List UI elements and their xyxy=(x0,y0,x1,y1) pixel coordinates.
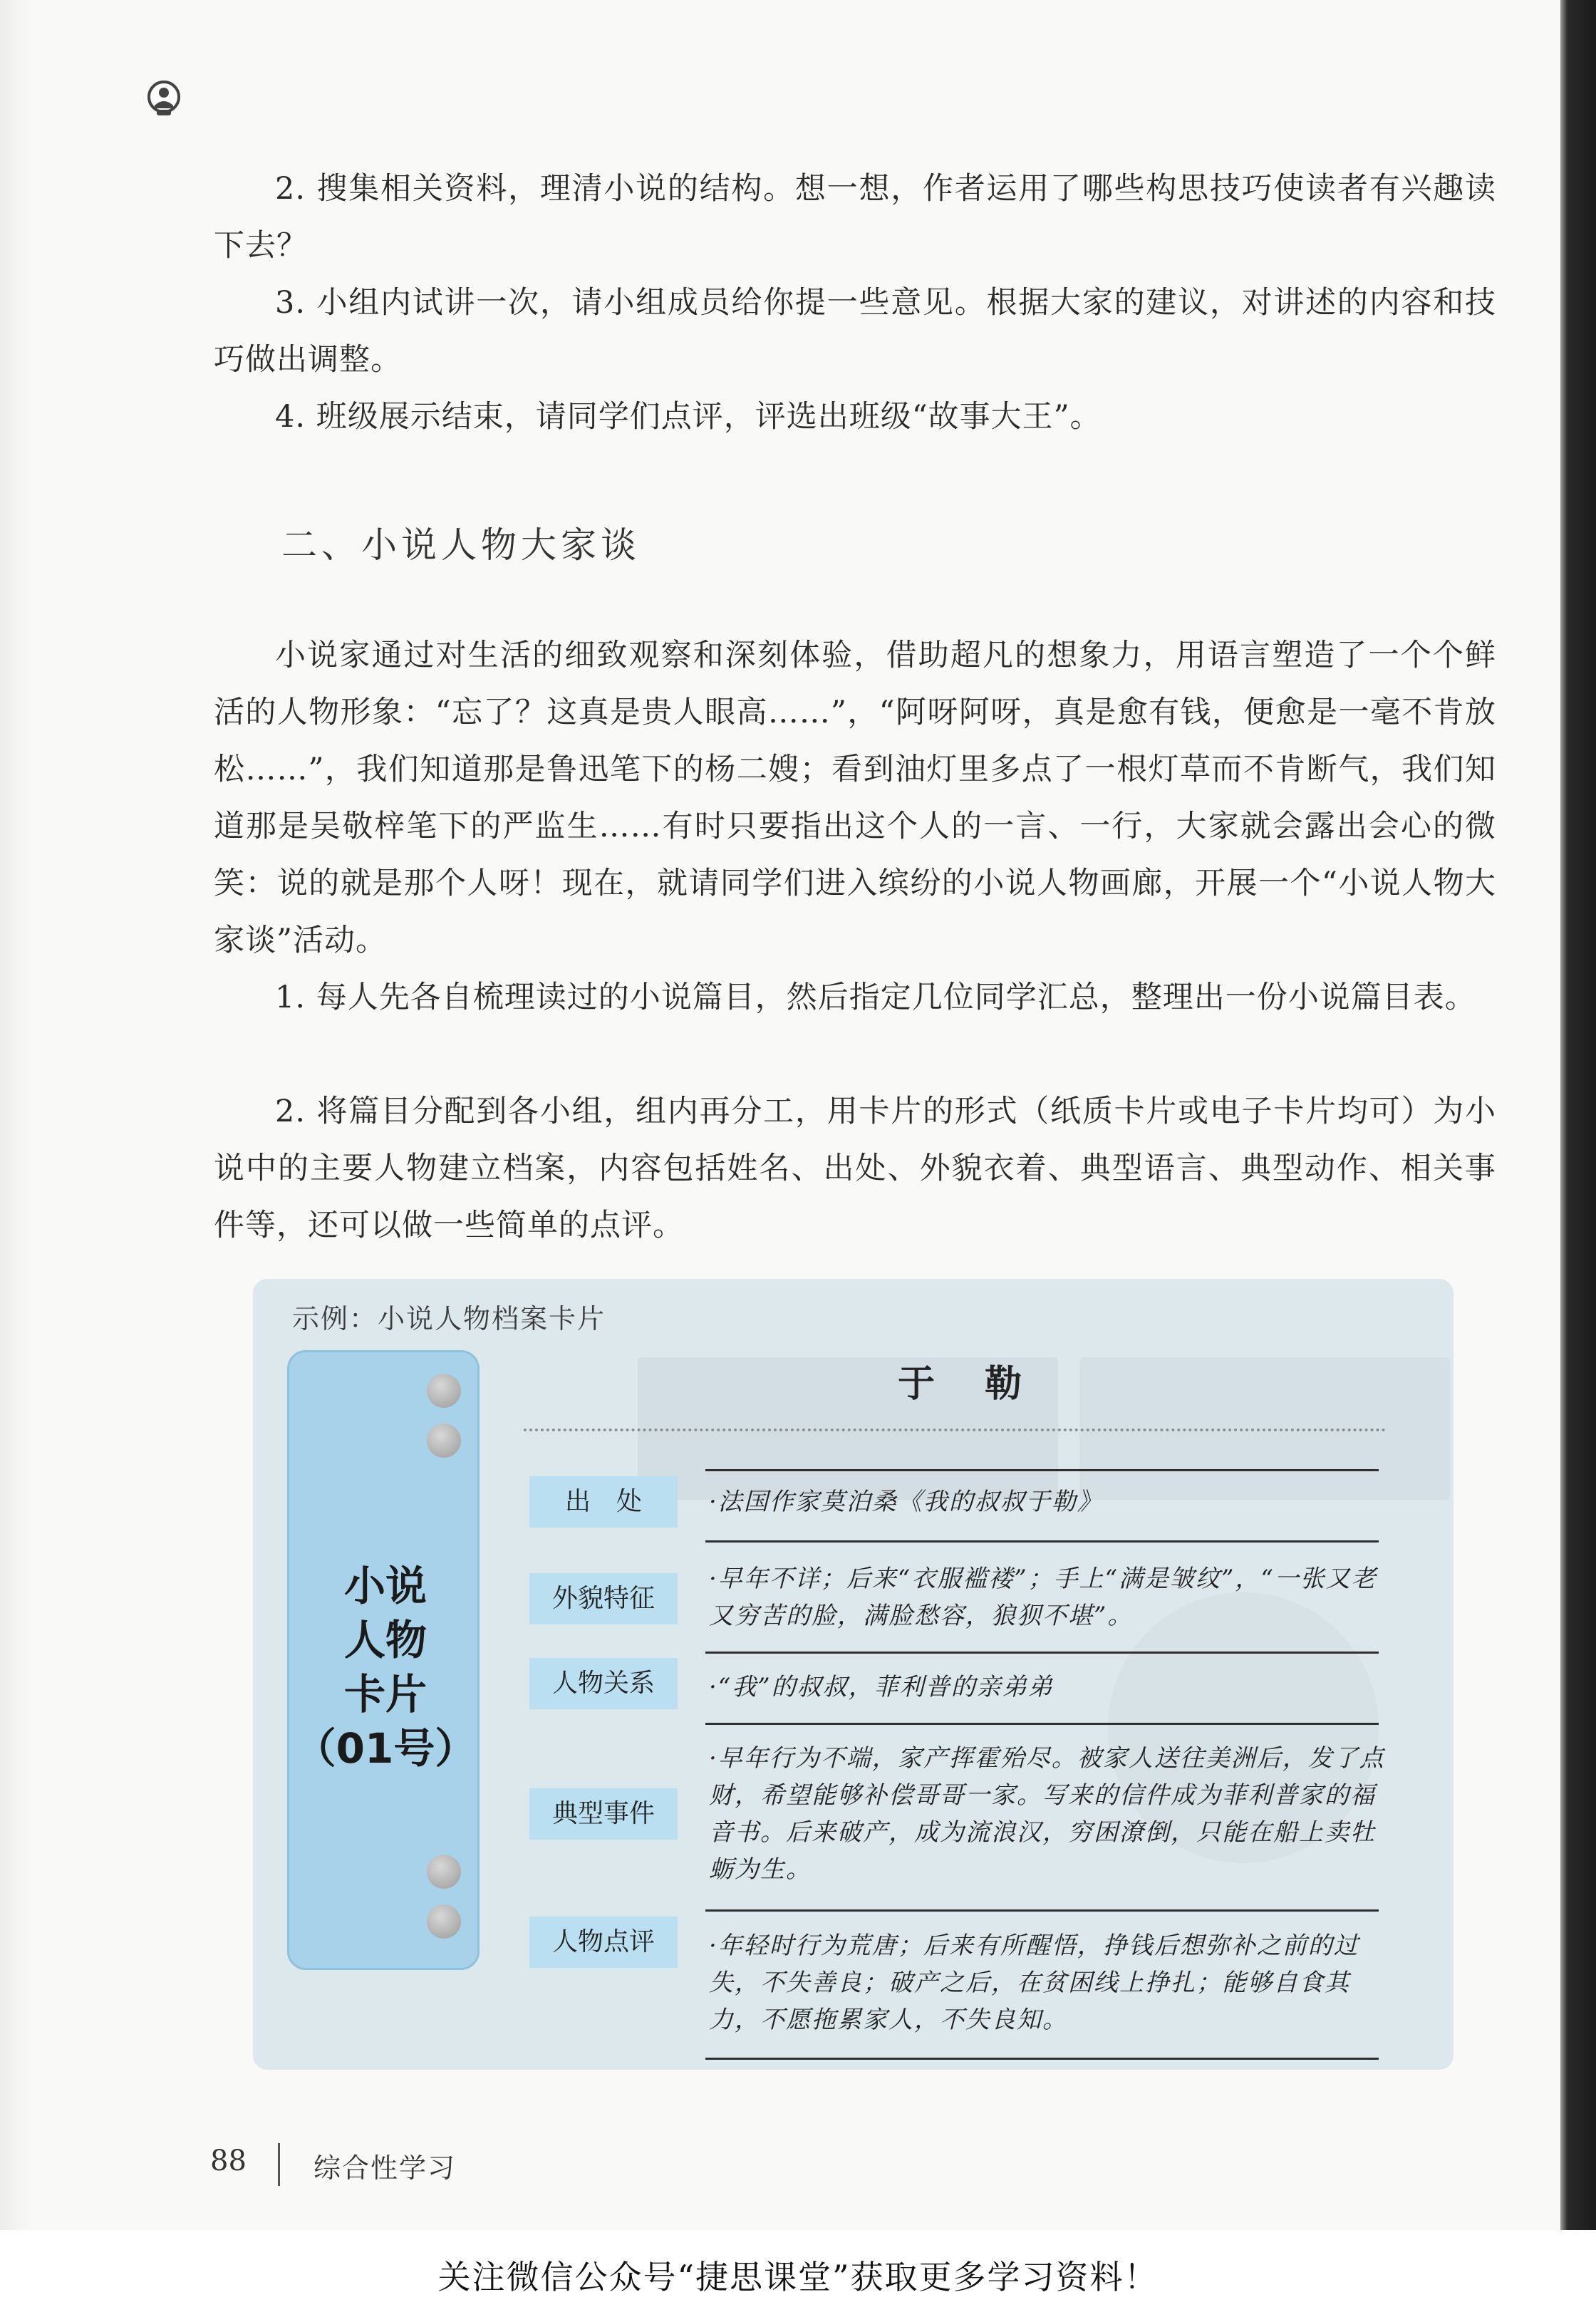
row-text-events: ·早年行为不端，家产挥霍殆尽。被家人送往美洲后，发了点财，希望能够补偿哥哥一家。写来的信件成为菲利普家的福音书。后来破产，成为流浪汉，穷困潦倒，只能在船上卖牡蛎为生。 xyxy=(709,1744,1385,1884)
wechat-notice: 关注微信公众号“捷思课堂”获取更多学习资料！ xyxy=(437,2258,1159,2296)
row-divider xyxy=(705,1469,1379,1471)
footer-separator xyxy=(278,2143,280,2186)
paragraph-intro: 小说家通过对生活的细致观察和深刻体验，借助超凡的想象力，用语言塑造了一个个鲜活的人物形象：“忘了？这真是贵人眼高……”，“阿呀阿呀，真是愈有钱，便愈是一毫不肯放松……”，我们知道那是鲁迅笔下的杨二嫂；看到油灯里多点了一根灯草而不肯断气，我们知道那是吴敬梓笔下的严监生……有时只要指出这个人的一言、一行，大家就会露出会心的微笑：说的就是那个人呀！现在，就请同学们进入缤纷的小说人物画廊，开展一个“小说人物大家谈”活动。 xyxy=(214,638,1496,958)
punch-hole-icon xyxy=(427,1374,461,1408)
row-text-comment: ·年轻时行为荒唐；后来有所醒悟，挣钱后想弥补之前的过失，不失善良；破产之后，在贫困线上挣扎；能够自食其力，不愿拖累家人，不失良知。 xyxy=(709,1932,1359,2034)
card-tab-title-line: 人物 xyxy=(343,1616,427,1664)
person-badge-icon xyxy=(147,80,181,117)
punch-hole-icon xyxy=(427,1904,461,1939)
card-tab xyxy=(287,1350,480,1970)
row-divider xyxy=(705,1723,1379,1725)
row-label-comment: 人物点评 xyxy=(529,1917,678,1968)
row-label-source: 出 处 xyxy=(529,1476,678,1528)
row-label-events: 典型事件 xyxy=(529,1788,678,1840)
punch-hole-icon xyxy=(427,1855,461,1889)
row-text-source: ·法国作家莫泊桑《我的叔叔于勒》 xyxy=(709,1488,1103,1516)
paragraph-step-2b: 2. 将篇目分配到各小组，组内再分工，用卡片的形式（纸质卡片或电子卡片均可）为小说中的主要人物建立档案，内容包括姓名、出处、外貌衣着、典型语言、典型动作、相关事件等，还可以做一些简单的点评。 xyxy=(214,1094,1496,1243)
example-label: 示例：小说人物档案卡片 xyxy=(292,1303,606,1334)
card-tab-title-line: 小说 xyxy=(343,1562,427,1610)
row-divider xyxy=(705,2058,1379,2060)
row-label-relations: 人物关系 xyxy=(529,1658,678,1709)
paragraph-step-4: 4. 班级展示结束，请同学们点评，评选出班级“故事大王”。 xyxy=(275,399,1102,435)
row-text-appearance: ·早年不详；后来“衣服褴褛”；手上“满是皱纹”，“一张又老又穷苦的脸，满脸愁容，狼狈不堪”。 xyxy=(709,1565,1377,1630)
card-tab-title xyxy=(289,1559,482,1775)
row-text-relations: ·“我”的叔叔，菲利普的亲弟弟 xyxy=(709,1673,1054,1701)
footer-section-title: 综合性学习 xyxy=(314,2152,457,2184)
card-person-name: 于勒 xyxy=(898,1363,1072,1406)
section-title: 二、小说人物大家谈 xyxy=(281,524,641,566)
punch-hole-icon xyxy=(427,1424,461,1458)
paragraph-step-3: 3. 小组内试讲一次，请小组成员给你提一些意见。根据大家的建议，对讲述的内容和技巧做出调整。 xyxy=(214,285,1496,378)
card-tab-title-line: （01号） xyxy=(294,1724,477,1773)
page-number: 88 xyxy=(210,2145,247,2177)
row-divider xyxy=(705,1540,1379,1543)
dotted-divider xyxy=(524,1429,1386,1431)
paragraph-step-1: 1. 每人先各自梳理读过的小说篇目，然后指定几位同学汇总，整理出一份小说篇目表。 xyxy=(275,980,1476,1015)
row-label-appearance: 外貌特征 xyxy=(529,1573,678,1624)
paragraph-step-2: 2. 搜集相关资料，理清小说的结构。想一想，作者运用了哪些构思技巧使读者有兴趣读下去？ xyxy=(214,171,1496,264)
card-tab-title-line: 卡片 xyxy=(343,1670,427,1718)
row-divider xyxy=(705,1652,1379,1654)
row-divider xyxy=(705,1909,1379,1912)
